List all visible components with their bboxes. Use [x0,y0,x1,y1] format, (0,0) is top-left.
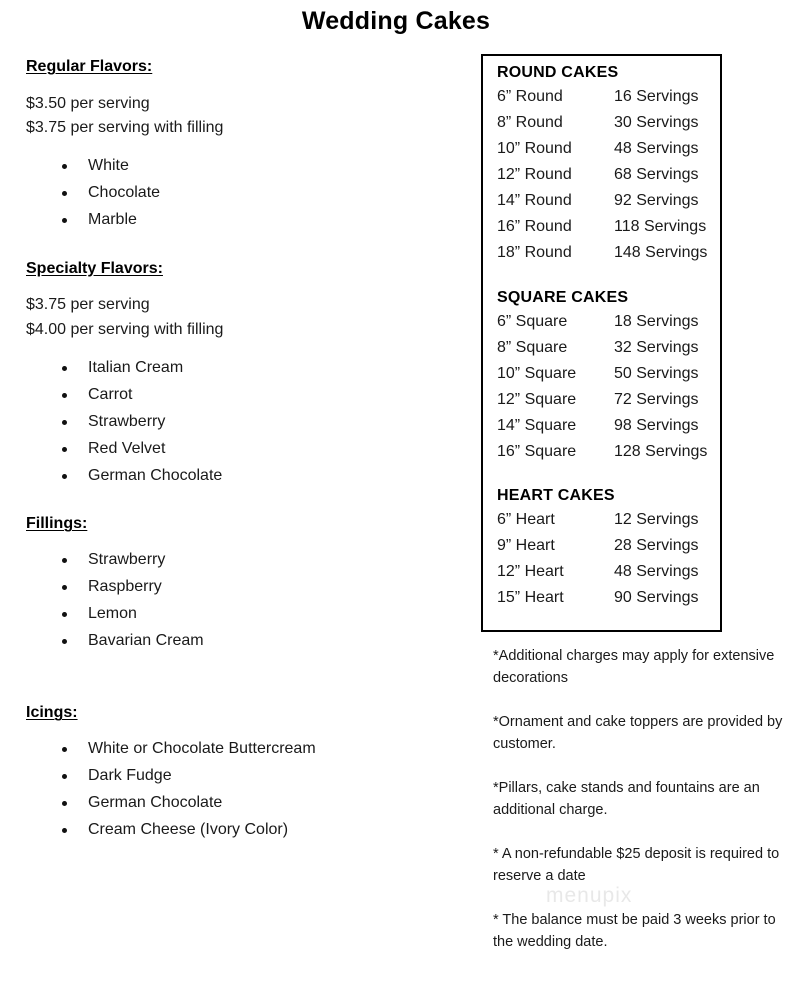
servings-value: 128 Servings [614,442,708,460]
servings-value: 32 Servings [614,338,699,356]
table-row [497,439,720,465]
table-row [497,214,720,240]
regular-flavors-list [26,153,456,234]
section-regular-flavors [26,56,456,234]
specialty-flavors-heading: Specialty Flavors: [26,259,163,277]
size-label: 15” Heart [497,589,564,607]
list-item: Carrot [26,382,456,409]
servings-value: 148 Servings [614,244,708,262]
note-item: * The balance must be paid 3 weeks prior to the wedding date. [493,912,776,951]
cake-group-round [497,64,720,267]
specialty-price-filling: $4.00 per serving with filling [26,321,224,339]
list-item: German Chocolate [26,790,456,817]
servings-value: 28 Servings [614,537,699,555]
servings-value: 30 Servings [614,114,699,132]
servings-value: 68 Servings [614,166,699,184]
size-label: 14” Square [497,416,577,434]
fillings-heading: Fillings: [26,515,88,533]
servings-value: 48 Servings [614,140,699,158]
note-item: *Pillars, cake stands and fountains are an additional charge. [493,780,760,819]
section-icings [26,702,456,843]
table-row [497,240,720,266]
size-label: 8” Square [497,338,568,356]
table-row [497,110,720,136]
fillings-list [26,547,456,655]
icings-list [26,736,456,844]
list-item: Bavarian Cream [26,628,456,655]
size-label: 12” Heart [497,563,564,581]
servings-value: 18 Servings [614,312,699,330]
size-label: 6” Heart [497,511,555,529]
size-label: 10” Round [497,140,572,158]
list-item: Cream Cheese (Ivory Color) [26,817,456,844]
list-item: White or Chocolate Buttercream [26,736,456,763]
cake-sizes-content [483,56,720,611]
specialty-price-base: $3.75 per serving [26,296,150,314]
size-label: 6” Round [497,88,563,105]
list-item: Strawberry [26,409,456,436]
table-row [497,84,720,110]
notes-section [493,645,785,953]
table-row [497,335,720,361]
size-label: 6” Square [497,312,568,330]
list-item: Raspberry [26,574,456,601]
page-title: Wedding Cakes [301,7,491,35]
servings-value: 92 Servings [614,192,699,210]
list-item: Chocolate [26,180,456,207]
servings-value: 90 Servings [614,589,699,607]
group-title: SQUARE CAKES [497,288,629,306]
list-item: Dark Fudge [26,763,456,790]
size-label: 12” Square [497,390,577,408]
table-row [497,162,720,188]
table-row [497,361,720,387]
size-label: 9” Heart [497,537,555,555]
table-row [497,387,720,413]
table-row [497,507,720,533]
cake-group-heart [497,487,720,611]
note-item: *Additional charges may apply for extensive decorations [493,648,775,687]
servings-value: 98 Servings [614,416,699,434]
size-label: 16” Round [497,218,572,236]
group-title: HEART CAKES [497,487,615,505]
cake-group-square [497,289,720,465]
regular-price-filling: $3.75 per serving with filling [26,119,224,137]
table-row [497,559,720,585]
servings-value: 50 Servings [614,364,699,382]
regular-flavors-heading: Regular Flavors: [26,58,153,75]
table-row [497,413,720,439]
specialty-flavors-pricing [26,293,456,343]
servings-value: 72 Servings [614,390,699,408]
section-specialty-flavors [26,258,456,490]
size-label: 16” Square [497,442,577,460]
list-item: German Chocolate [26,463,456,490]
list-item: Lemon [26,601,456,628]
note-item: *Ornament and cake toppers are provided by customer. [493,714,783,753]
cake-sizes-box [481,54,722,632]
table-row [497,533,720,559]
section-fillings [26,513,456,654]
note-item: * A non-refundable $25 deposit is required to reserve a date [493,846,780,885]
size-label: 10” Square [497,364,577,382]
list-item: White [26,153,456,180]
size-label: 18” Round [497,244,572,262]
regular-price-base: $3.50 per serving [26,94,150,112]
icings-heading: Icings: [26,704,78,722]
table-row [497,309,720,335]
group-title: ROUND CAKES [497,64,619,81]
list-item: Strawberry [26,547,456,574]
size-label: 12” Round [497,166,572,184]
regular-flavors-pricing [26,92,456,142]
list-item: Red Velvet [26,436,456,463]
table-row [497,188,720,214]
servings-value: 118 Servings [614,218,707,236]
watermark: menupix [546,884,633,907]
specialty-flavors-list [26,355,456,489]
servings-value: 12 Servings [614,511,699,529]
table-row [497,136,720,162]
servings-value: 16 Servings [614,88,699,105]
list-item: Italian Cream [26,355,456,382]
flavors-column [26,56,456,844]
list-item: Marble [26,207,456,234]
size-label: 14” Round [497,192,572,210]
size-label: 8” Round [497,114,563,132]
servings-value: 48 Servings [614,563,699,581]
table-row [497,585,720,611]
